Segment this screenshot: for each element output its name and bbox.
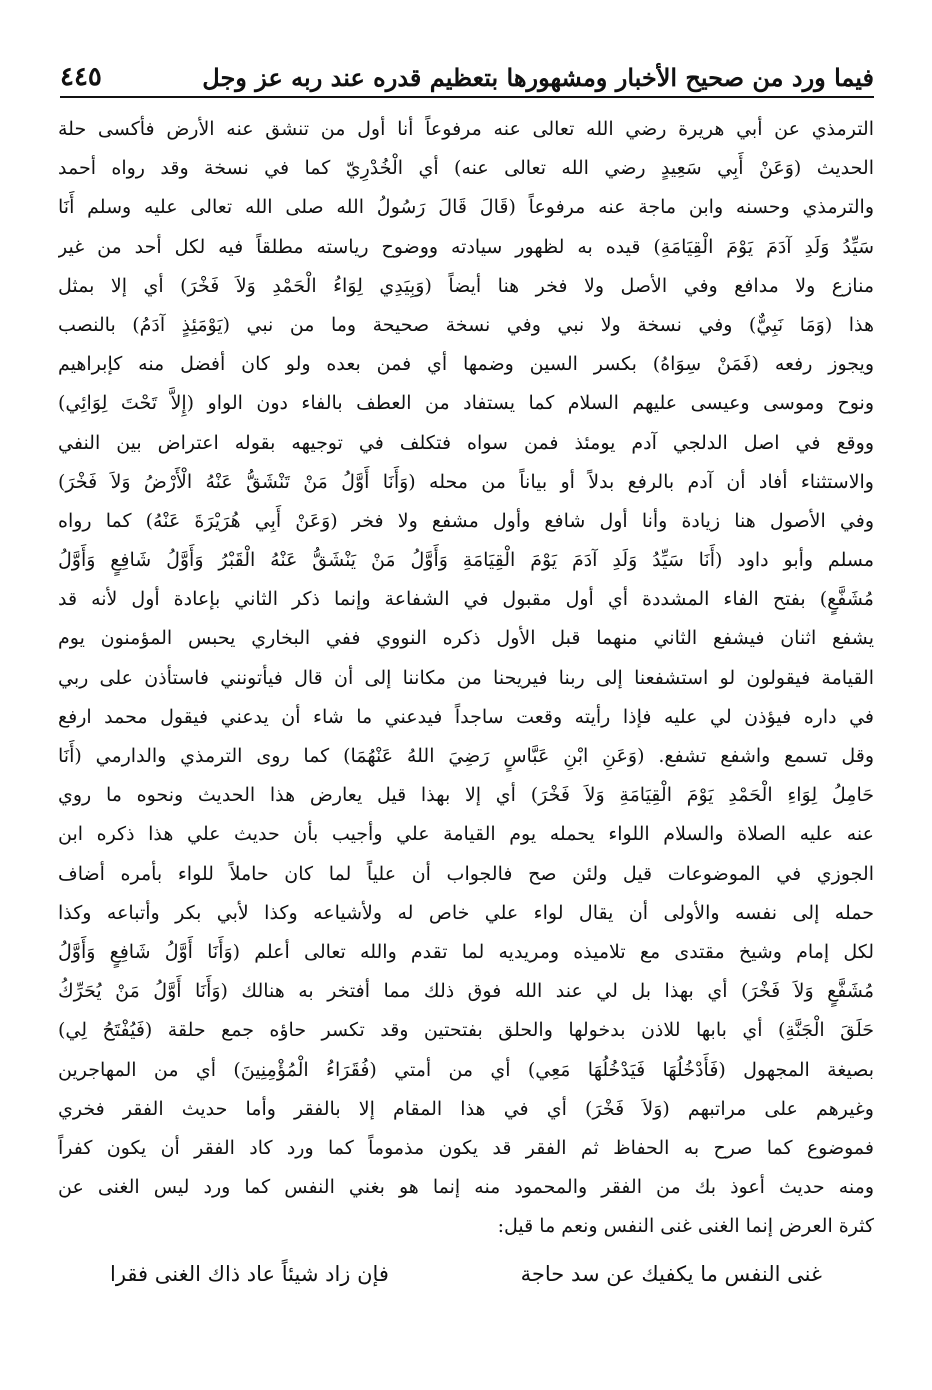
text-line: مُشَفَّعٍ وَلاَ فَخْرَ) أي بهذا بل لي عند الله فوق ذلك مما أفتخر به هنالك (وَأَنَا أَوَّلُ مَنْ يُحَرِّكُ — [58, 980, 874, 1003]
text-line: حَامِلُ لِوَاءِ الْحَمْدِ يَوْمَ الْقِيَامَةِ وَلاَ فَخْرَ) أي إلا بهذا قيل يعارض هذا الحديث ونحوه ما روي — [58, 784, 874, 807]
header-title: فيما ورد من صحيح الأخبار ومشهورها بتعظيم قدره عند ربه عز وجل — [202, 63, 874, 92]
text-line: والترمذي وحسنه وابن ماجة عنه مرفوعاً (قَالَ قَالَ رَسُولُ الله صلى الله تعالى عليه وسلم أَنَا — [58, 196, 874, 219]
verse-second-hemistich: فإن زاد شيئاً عاد ذاك الغنى فقرا — [110, 1262, 389, 1286]
text-line: حَلَقَ الْجَنَّةِ) أي بابها للاذن بدخولها والحلق بفتحتين وقد تكسر حاؤه جمع حلقة (فَيُفْتَحُ لِي) — [58, 1019, 874, 1042]
text-line: مسلم وأبو داود (أَنَا سَيِّدُ وَلَدِ آدَمَ يَوْمَ الْقِيَامَةِ وَأَوَّلُ مَنْ يَنْشَقُّ عَنْهُ الْقَبْرُ وَأَوَّلُ شَافِعٍ وَأَوَّلُ — [58, 549, 874, 572]
text-line: القيامة فيقولون لو استشفعنا إلى ربنا فيريحنا من مكاننا إلى أن قال فيأتونني فاستأذن على ربي — [58, 666, 874, 689]
text-line: وفي الأصول هنا زيادة وأنا أول شافع وأول مشفع ولا فخر (وَعَنْ أَبِي هُرَيْرَةَ عَنْهُ) كما رواه — [58, 509, 874, 532]
text-line: ووقع في اصل الدلجي آدم يومئذ فمن سواه فتكلف في توجيهه بقوله اعتراض بين النفي — [58, 431, 874, 454]
text-line: ويجوز رفعه (فَمَنْ سِوَاهُ) بكسر السين وضمها أي فمن بعده ولو كان أفضل منه كإبراهيم — [58, 353, 874, 376]
text-line: وقل تسمع واشفع تشفع. (وَعَنِ ابْنِ عَبَّاسٍ رَضِيَ اللهُ عَنْهُمَا) كما روى الترمذي والدارمي (أَنَا — [58, 745, 874, 767]
text-line: منازع ولا مدافع وفي الأصل ولا فخر هنا أيضاً (وَبِيَدِي لِوَاءُ الْحَمْدِ وَلاَ فَخْرَ) أي إلا بمثل — [58, 274, 874, 297]
text-line: حمله إلى نفسه والأولى أن يقال لواء علي خاص له ولأشياعه وكذا لأبي بكر وأتباعه وكذا — [58, 901, 874, 924]
poetry-verse — [110, 1262, 822, 1286]
text-line: هذا (وَمَا نَبِيٌّ) وفي نسخة ولا نبي وفي نسخة صحيحة وما من نبي (يَوْمَئِذٍ آدَمُ) بالنصب — [58, 313, 874, 336]
text-line: سَيِّدُ وَلَدِ آدَمَ يَوْمَ الْقِيَامَةِ) قيده به لظهور سيادته ووضوح رياسته مطلقاً فيه لكل أحد من غير — [58, 235, 874, 258]
text-line: عنه عليه الصلاة والسلام اللواء يحمله يوم القيامة علي وأجيب بأن حديث علي هذا ذكره ابن — [58, 823, 874, 846]
text-line: والاستثناء أفاد أن آدم بالرفع بدلاً أو بياناً من محله (وَأَنَا أَوَّلُ مَنْ تَنْشَقُّ عَنْهُ الْأَرْضُ وَلاَ فَخْرَ) — [58, 470, 874, 493]
text-line: الحديث (وَعَنْ أَبِي سَعِيدٍ رضي الله تعالى عنه) أي الْخُدْرِيّ كما في نسخة وقد رواه أحمد — [58, 157, 874, 180]
text-line: الترمذي عن أبي هريرة رضي الله تعالى عنه مرفوعاً أنا أول من تنشق عنه الأرض فأكسى حلة — [58, 118, 874, 140]
page-number: ٤٤٥ — [60, 62, 102, 92]
text-line: الجوزي في الموضوعات قيل ولئن صح فالجواب أن علياً لما كان حاملاً للواء بأمره أضاف — [58, 862, 874, 885]
text-line: ومنه حديث أعوذ بك من الفقر والمحمود منه إنما هو بغني النفس كما ورد ليس الغنى عن — [58, 1176, 874, 1199]
header-rule — [60, 96, 874, 98]
running-header — [60, 52, 874, 92]
text-line: بصيغة المجهول (فَأَدْخُلُهَا فَيَدْخُلُهَا مَعِي) أي من أمتي (فُقَرَاءُ الْمُؤْمِنِينَ) أي من المهاجرين — [58, 1058, 874, 1081]
text-line: فموضوع كما صرح به الحفاظ ثم الفقر قد يكون مذموماً كما ورد كاد الفقر أن يكون كفراً — [58, 1136, 874, 1159]
text-line: يشفع اثنان فيشفع الثاني منهما قبل الأول ذكره النووي ففي البخاري يحبس المؤمنون يوم — [58, 627, 874, 650]
text-line: لكل إمام وشيخ مقتدى مع تلاميذه ومريديه لما تقدم والله تعالى أعلم (وَأَنَا أَوَّلُ شَافِعٍ وَأَوَّلُ — [58, 940, 874, 963]
text-line: ونوح وموسى وعيسى عليهم السلام كما يستفاد من العطف بالفاء دون الواو (إِلاَّ تَحْتَ لِوَائِي) — [58, 392, 874, 415]
text-line: مُشَفَّعٍ) بفتح الفاء المشددة أي أول مقبول في الشفاعة وإنما ذكر الثاني بإعادة أول لأنه قد — [58, 588, 874, 611]
text-line: في داره فيؤذن لي عليه فإذا رأيته وقعت ساجداً فيدعني ما شاء أن يدعني فيقول محمد ارفع — [58, 705, 874, 728]
verse-first-hemistich: غنى النفس ما يكفيك عن سد حاجة — [520, 1262, 822, 1286]
text-line: كثرة العرض إنما الغنى غنى النفس ونعم ما قيل: — [497, 1215, 874, 1238]
text-line: وغيرهم على مراتبهم (وَلاَ فَخْرَ) أي في هذا المقام إلا بالفقر وأما حديث الفقر فخري — [58, 1097, 874, 1120]
body-text — [58, 110, 874, 1246]
